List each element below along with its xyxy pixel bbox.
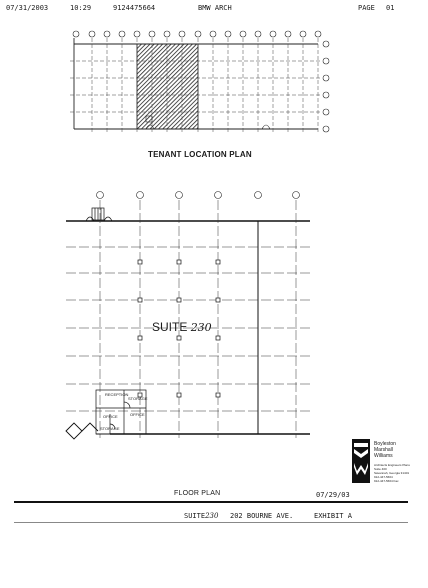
floor-plan-title: FLOOR PLAN [174,490,221,497]
room-label-office-2: OFFICE [130,412,145,417]
row-bubbles [323,41,329,132]
fax-phone: 9124475664 [113,4,156,12]
fax-page-label: PAGE [358,4,375,12]
footer-rule [14,522,408,523]
fax-sender: BMW ARCH [198,4,232,12]
room-label-office-1: OFFICE [103,414,118,419]
room-label-reception: RECEPTION [105,392,129,397]
bmw-logo-mark [352,439,370,483]
footer-exhibit: EXHIBIT A [314,512,352,520]
fax-time: 10:29 [70,4,92,12]
suite-prefix: SUITE [152,320,188,334]
title-block-border [14,501,408,503]
footer-suite-number: 230 [205,512,219,520]
fax-header [0,4,428,16]
footer-suite-prefix: SUITE [184,512,206,520]
firm-logo [352,437,408,487]
fax-date: 07/31/2003 [6,4,49,12]
room-label-storage: STORAGE [128,396,148,401]
tenant-plan-title: TENANT LOCATION PLAN [148,150,252,159]
suite-label [152,320,212,334]
room-label-storage-2: STORAGE [100,426,120,431]
floor-column-bubbles [97,192,300,199]
column-bubbles [73,31,321,37]
firm-name: Boyleston Marshall Williams [374,441,396,459]
footer-suite [184,512,218,520]
firm-address: Architects Engineers Plans Suite 400 Savannah, Georgia 31401 912-447-5664 912-447-5664 Fax [374,463,410,483]
tenant-location-plan [0,28,428,168]
floor-plan-date: 07/29/03 [316,491,350,499]
fax-page-number: 01 [386,4,395,12]
footer-address: 202 BOURNE AVE. [230,512,294,520]
suite-number: 230 [190,321,212,334]
floor-plan [0,188,428,448]
